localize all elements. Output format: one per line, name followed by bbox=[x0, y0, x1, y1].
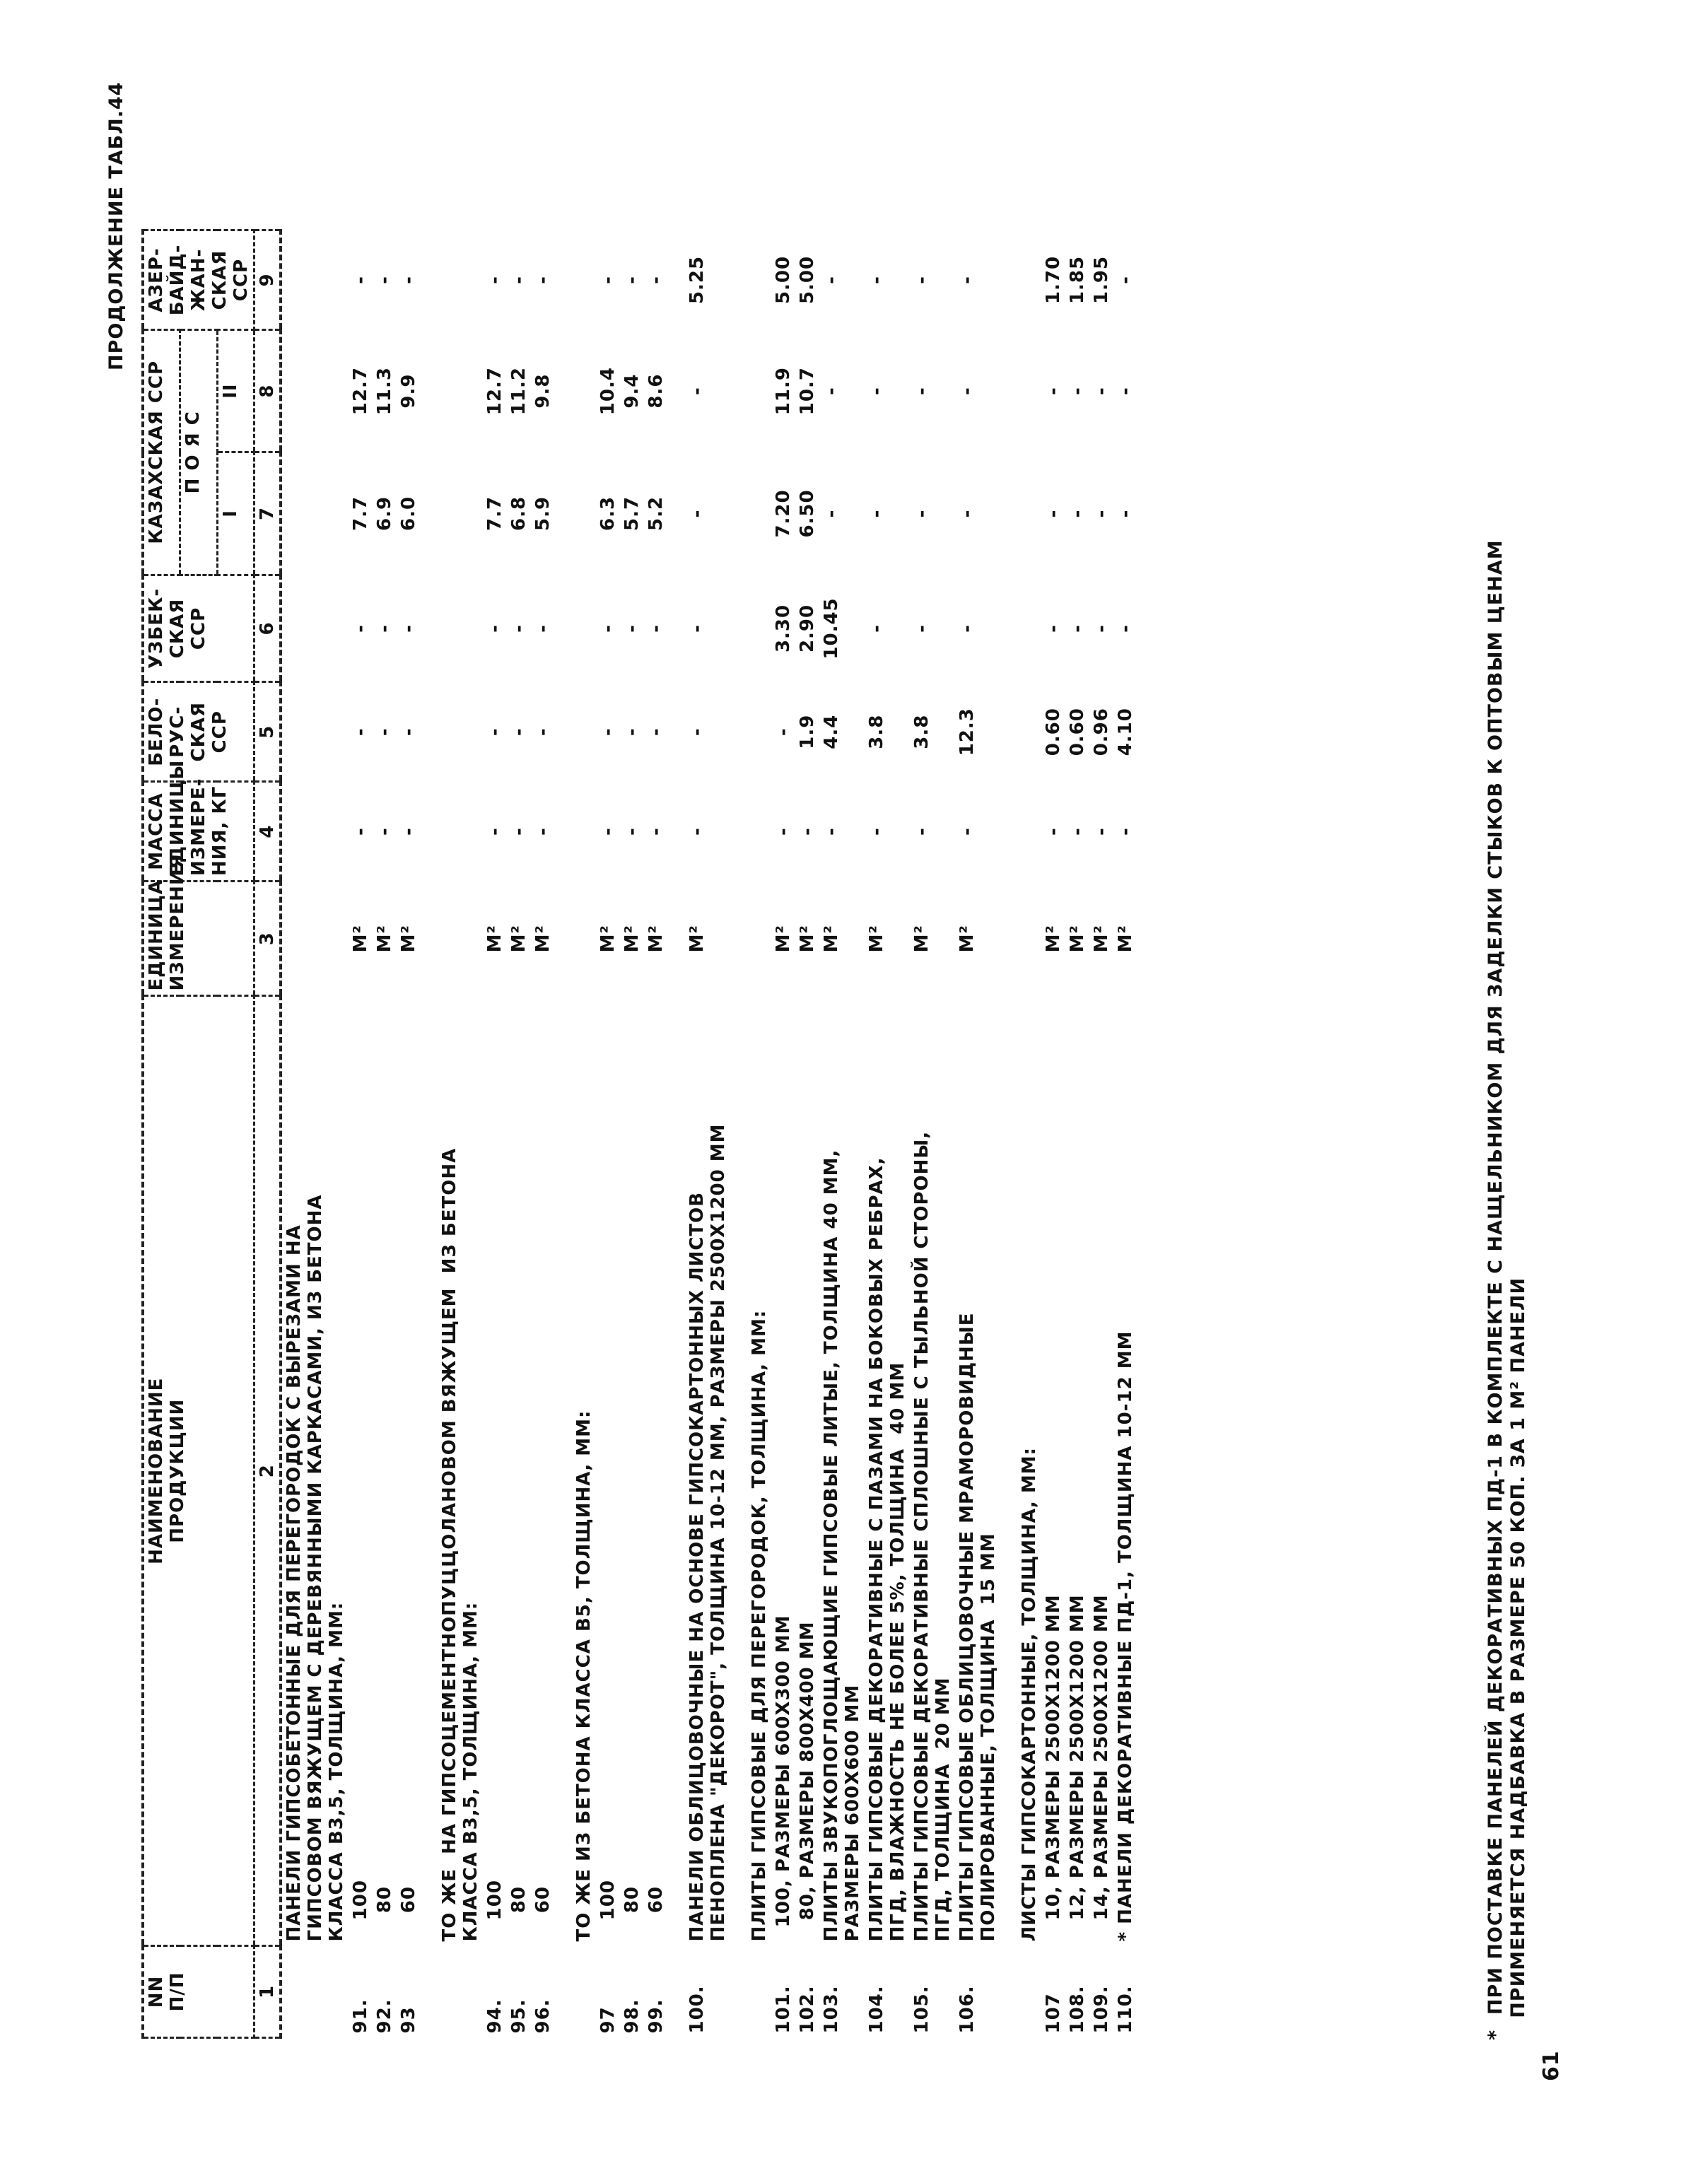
row-number: 92. bbox=[374, 1998, 395, 2034]
price-uzbekistan bbox=[555, 575, 596, 682]
price-kazakhstan-zone-1: 6.8 bbox=[508, 496, 530, 531]
price-kazakhstan-zone-2: - bbox=[866, 387, 887, 395]
price-belorussia: 4.4 bbox=[821, 714, 842, 749]
price-azerbaijan bbox=[421, 230, 483, 330]
unit: М² bbox=[350, 925, 371, 953]
unit bbox=[1000, 881, 1041, 996]
row-number: 108. bbox=[1067, 1985, 1088, 2034]
price-belorussia: - bbox=[374, 727, 395, 737]
product-name: 14, РАЗМЕРЫ 2500Х1200 ММ bbox=[1091, 1594, 1112, 1942]
table-row bbox=[421, 230, 483, 2038]
row-number: 98. bbox=[621, 1998, 643, 2034]
row-number: 103. bbox=[821, 1985, 842, 2034]
price-kazakhstan-zone-2: 11.9 bbox=[773, 367, 794, 416]
row-number: 104. bbox=[866, 1985, 887, 2034]
table-row bbox=[819, 230, 865, 2038]
product-name: 12, РАЗМЕРЫ 2500Х1200 ММ bbox=[1067, 1594, 1088, 1942]
mass: - bbox=[597, 827, 619, 836]
price-kazakhstan-zone-1: 5.2 bbox=[645, 496, 667, 531]
price-azerbaijan: - bbox=[621, 276, 643, 284]
mass: - bbox=[374, 827, 395, 836]
mass: - bbox=[350, 827, 371, 836]
table-row bbox=[531, 230, 555, 2038]
price-kazakhstan-zone-1: 6.9 bbox=[374, 496, 395, 531]
price-kazakhstan-zone-1 bbox=[555, 452, 596, 575]
product-name: * ПАНЕЛИ ДЕКОРАТИВНЫЕ ПД-1, ТОЛЩИНА 10-12 ММ bbox=[1115, 1330, 1136, 1942]
product-name: 60 bbox=[645, 1886, 667, 1942]
price-uzbekistan: 10.45 bbox=[821, 597, 842, 660]
table-row bbox=[644, 230, 668, 2038]
price-uzbekistan: 3.30 bbox=[773, 604, 794, 653]
price-belorussia: - bbox=[686, 727, 708, 737]
price-kazakhstan-zone-1: - bbox=[1115, 509, 1136, 518]
table-row bbox=[730, 230, 771, 2038]
product-name: ПЛИТЫ ГИПСОВЫЕ ОБЛИЦОВОЧНЫЕ МРАМОРОВИДНЫЕ ПОЛИРОВАННЫЕ, ТОЛЩИНА 15 ММ bbox=[957, 1312, 999, 1942]
product-name: 80 bbox=[508, 1886, 530, 1942]
mass bbox=[421, 782, 483, 882]
price-uzbekistan: - bbox=[508, 624, 530, 633]
unit bbox=[730, 881, 771, 996]
price-azerbaijan: - bbox=[398, 276, 419, 284]
unit: М² bbox=[484, 925, 505, 953]
table-row bbox=[1000, 230, 1041, 2038]
mass: - bbox=[1115, 827, 1136, 836]
mass: - bbox=[484, 827, 505, 836]
unit: М² bbox=[621, 925, 643, 953]
column-number-row bbox=[255, 230, 281, 2038]
footnote: * ПРИ ПОСТАВКЕ ПАНЕЛЕЙ ДЕКОРАТИВНЫХ ПД-1 В КОМПЛЕКТЕ С НАЩЕЛЬНИКОМ ДЛЯ ЗАДЕЛКИ СТЫКОВ К ОПТОВЫМ ЦЕНАМ ПРИМЕНЯЕТСЯ НАДБАВКА В РАЗМЕРЕ 50 КОП. ЗА 1 М² ПАНЕЛИ bbox=[1485, 539, 1529, 2040]
price-belorussia: - bbox=[621, 727, 643, 737]
price-kazakhstan-zone-2: 9.4 bbox=[621, 373, 643, 409]
product-name: ПЛИТЫ ГИПСОВЫЕ ДЕКОРАТИВНЫЕ С ПАЗАМИ НА БОКОВЫХ РЕБРАХ, ПГД, ВЛАЖНОСТЬ НЕ БОЛЕЕ 5%, ТОЛЩИНА 40 ММ bbox=[866, 1157, 908, 1942]
table-row bbox=[1041, 230, 1065, 2038]
unit: М² bbox=[1043, 925, 1064, 953]
price-kazakhstan-zone-2 bbox=[1000, 329, 1041, 452]
price-uzbekistan bbox=[730, 575, 771, 682]
mass: - bbox=[773, 827, 794, 836]
unit: М² bbox=[1091, 925, 1112, 953]
price-uzbekistan: - bbox=[374, 624, 395, 633]
price-kazakhstan-zone-2 bbox=[730, 329, 771, 452]
mass bbox=[281, 782, 349, 882]
mass: - bbox=[1067, 827, 1088, 836]
price-kazakhstan-zone-2 bbox=[281, 329, 349, 452]
price-belorussia: - bbox=[645, 727, 667, 737]
unit: М² bbox=[597, 925, 619, 953]
price-kazakhstan-zone-1: 6.3 bbox=[597, 496, 619, 531]
price-kazakhstan-zone-2: - bbox=[1043, 387, 1064, 395]
price-kazakhstan-zone-2: - bbox=[1067, 387, 1088, 395]
mass: - bbox=[686, 827, 708, 836]
price-azerbaijan: 5.00 bbox=[797, 255, 818, 305]
unit: М² bbox=[645, 925, 667, 953]
col-number: 5 bbox=[255, 682, 281, 782]
price-kazakhstan-zone-1: - bbox=[866, 509, 887, 518]
table-row bbox=[620, 230, 644, 2038]
row-number: 99. bbox=[645, 1998, 667, 2034]
col-number: 6 bbox=[255, 575, 281, 682]
table-row bbox=[373, 230, 397, 2038]
product-name: 100 bbox=[350, 1880, 371, 1942]
price-azerbaijan bbox=[1000, 230, 1041, 330]
price-azerbaijan: 1.70 bbox=[1043, 255, 1064, 305]
table-row bbox=[668, 230, 730, 2038]
unit: М² bbox=[957, 925, 978, 953]
price-azerbaijan: - bbox=[374, 276, 395, 284]
table-row bbox=[397, 230, 421, 2038]
price-kazakhstan-zone-1: 7.7 bbox=[484, 496, 505, 531]
row-number: 91. bbox=[350, 1998, 371, 2034]
table-row bbox=[910, 230, 955, 2038]
col-number: 7 bbox=[255, 452, 281, 575]
price-uzbekistan: - bbox=[686, 624, 708, 633]
price-kazakhstan-zone-1: - bbox=[1091, 509, 1112, 518]
col-number: 9 bbox=[255, 230, 281, 330]
row-number: 109. bbox=[1091, 1985, 1112, 2034]
row-number: 106. bbox=[957, 1985, 978, 2034]
price-kazakhstan-zone-1 bbox=[1000, 452, 1041, 575]
price-azerbaijan: - bbox=[866, 276, 887, 284]
price-uzbekistan: 2.90 bbox=[797, 604, 818, 653]
price-uzbekistan: - bbox=[350, 624, 371, 633]
product-name: ПЛИТЫ ЗВУКОПОГЛОЩАЮЩИЕ ГИПСОВЫЕ ЛИТЫЕ, ТОЛЩИНА 40 ММ, РАЗМЕРЫ 600Х600 ММ bbox=[821, 1149, 863, 1942]
price-kazakhstan-zone-2: 11.3 bbox=[374, 367, 395, 416]
header-name: НАИМЕНОВАНИЕ ПРОДУКЦИИ bbox=[143, 996, 255, 1945]
mass: - bbox=[911, 827, 932, 836]
table-row bbox=[1089, 230, 1113, 2038]
price-belorussia: 12.3 bbox=[957, 708, 978, 756]
unit: М² bbox=[911, 925, 932, 953]
price-azerbaijan: 5.25 bbox=[686, 255, 708, 305]
price-uzbekistan: - bbox=[911, 624, 932, 633]
price-uzbekistan: - bbox=[1043, 624, 1064, 633]
unit bbox=[555, 881, 596, 996]
price-kazakhstan-zone-1: 5.9 bbox=[532, 496, 554, 531]
unit: М² bbox=[374, 925, 395, 953]
col-number: 2 bbox=[255, 996, 281, 1945]
price-kazakhstan-zone-2: - bbox=[821, 387, 842, 395]
price-kazakhstan-zone-1 bbox=[421, 452, 483, 575]
price-uzbekistan: - bbox=[484, 624, 505, 633]
mass: - bbox=[532, 827, 554, 836]
row-number: 105. bbox=[911, 1985, 932, 2034]
header-mass: МАССА ЕДИНИЦЫ ИЗМЕРЕ- НИЯ, КГ bbox=[143, 782, 255, 882]
price-kazakhstan-zone-1: 5.7 bbox=[621, 496, 643, 531]
row-number: 100. bbox=[686, 1985, 708, 2034]
price-kazakhstan-zone-1: 7.20 bbox=[773, 489, 794, 538]
col-number: 8 bbox=[255, 329, 281, 452]
mass: - bbox=[1043, 827, 1064, 836]
product-name: ПАНЕЛИ ГИПСОБЕТОННЫЕ ДЛЯ ПЕРЕГОРОДОК С ВЫРЕЗАМИ НА ГИПСОВОМ ВЯЖУЩЕМ С ДЕРЕВЯННЫМИ КАРКАСАМИ, ИЗ БЕТОНА КЛАССА В3,5, ТОЛЩИНА, ММ: bbox=[283, 1194, 347, 1942]
price-azerbaijan: - bbox=[350, 276, 371, 284]
price-uzbekistan: - bbox=[866, 624, 887, 633]
mass: - bbox=[621, 827, 643, 836]
price-belorussia: - bbox=[350, 727, 371, 737]
price-kazakhstan-zone-2: - bbox=[957, 387, 978, 395]
mass: - bbox=[866, 827, 887, 836]
page-number: 61 bbox=[1539, 2050, 1564, 2081]
price-belorussia bbox=[281, 682, 349, 782]
price-azerbaijan: 5.00 bbox=[773, 255, 794, 305]
price-uzbekistan: - bbox=[957, 624, 978, 633]
row-number: 110. bbox=[1115, 1985, 1136, 2034]
header-unit: ЕДИНИЦА ИЗМЕРЕНИЯ bbox=[143, 881, 255, 996]
price-azerbaijan: 1.85 bbox=[1067, 255, 1088, 305]
price-belorussia: 0.96 bbox=[1091, 708, 1112, 756]
mass: - bbox=[797, 827, 818, 836]
mass bbox=[1000, 782, 1041, 882]
price-kazakhstan-zone-2: 8.6 bbox=[645, 373, 667, 409]
price-kazakhstan-zone-2 bbox=[421, 329, 483, 452]
price-belorussia: - bbox=[597, 727, 619, 737]
price-azerbaijan bbox=[281, 230, 349, 330]
continuation-title: ПРОДОЛЖЕНИЕ ТАБЛ.44 bbox=[105, 81, 127, 370]
row-number bbox=[730, 1945, 771, 2037]
row-number bbox=[555, 1945, 596, 2037]
price-kazakhstan-zone-1: - bbox=[911, 509, 932, 518]
table-row bbox=[955, 230, 1000, 2038]
header-azerbaijan: АЗЕР- БАЙД- ЖАН- СКАЯ ССР bbox=[143, 230, 255, 330]
row-number: 96. bbox=[532, 1998, 554, 2034]
row-number: 107 bbox=[1043, 1993, 1064, 2034]
table-row bbox=[1065, 230, 1089, 2038]
price-table bbox=[141, 229, 1137, 2039]
row-number: 95. bbox=[508, 1998, 530, 2034]
mass: - bbox=[645, 827, 667, 836]
price-uzbekistan: - bbox=[645, 624, 667, 633]
price-kazakhstan-zone-1: 7.7 bbox=[350, 496, 371, 531]
unit bbox=[281, 881, 349, 996]
mass: - bbox=[508, 827, 530, 836]
price-uzbekistan: - bbox=[597, 624, 619, 633]
table-row bbox=[483, 230, 507, 2038]
product-name: ЛИСТЫ ГИПСОКАРТОННЫЕ, ТОЛЩИНА, ММ: bbox=[1019, 1447, 1040, 1942]
price-azerbaijan: - bbox=[645, 276, 667, 284]
price-azerbaijan: - bbox=[821, 276, 842, 284]
mass bbox=[555, 782, 596, 882]
price-belorussia: 3.8 bbox=[911, 714, 932, 749]
product-name: ТО ЖЕ ИЗ БЕТОНА КЛАССА В5, ТОЛЩИНА, ММ: bbox=[573, 1410, 595, 1942]
price-uzbekistan: - bbox=[621, 624, 643, 633]
unit: М² bbox=[866, 925, 887, 953]
price-belorussia: 0.60 bbox=[1067, 708, 1088, 756]
col-number: 3 bbox=[255, 881, 281, 996]
price-kazakhstan-zone-2: 11.2 bbox=[508, 367, 530, 416]
unit bbox=[421, 881, 483, 996]
price-azerbaijan: - bbox=[597, 276, 619, 284]
unit: М² bbox=[508, 925, 530, 953]
price-kazakhstan-zone-2: 9.9 bbox=[398, 373, 419, 409]
price-uzbekistan bbox=[281, 575, 349, 682]
price-belorussia: - bbox=[508, 727, 530, 737]
price-azerbaijan: - bbox=[508, 276, 530, 284]
price-uzbekistan: - bbox=[532, 624, 554, 633]
price-kazakhstan-zone-2: 10.4 bbox=[597, 367, 619, 416]
price-uzbekistan: - bbox=[1091, 624, 1112, 633]
product-name: 60 bbox=[532, 1886, 554, 1942]
price-belorussia bbox=[1000, 682, 1041, 782]
unit: М² bbox=[532, 925, 554, 953]
table-row bbox=[596, 230, 620, 2038]
price-belorussia: - bbox=[484, 727, 505, 737]
product-name: 100 bbox=[597, 1880, 619, 1942]
mass bbox=[730, 782, 771, 882]
table-row bbox=[1113, 230, 1137, 2038]
price-kazakhstan-zone-2: 10.7 bbox=[797, 367, 818, 416]
header-num: NN П/П bbox=[143, 1945, 255, 2037]
product-name: ПЛИТЫ ГИПСОВЫЕ ДЛЯ ПЕРЕГОРОДОК, ТОЛЩИНА, ММ: bbox=[749, 1309, 770, 1942]
unit: М² bbox=[1115, 925, 1136, 953]
price-azerbaijan: - bbox=[1115, 276, 1136, 284]
price-azerbaijan: - bbox=[957, 276, 978, 284]
price-kazakhstan-zone-2: - bbox=[1115, 387, 1136, 395]
price-belorussia: 0.60 bbox=[1043, 708, 1064, 756]
table-row bbox=[771, 230, 795, 2038]
price-azerbaijan bbox=[730, 230, 771, 330]
price-azerbaijan bbox=[555, 230, 596, 330]
price-belorussia bbox=[730, 682, 771, 782]
price-kazakhstan-zone-2 bbox=[555, 329, 596, 452]
price-belorussia bbox=[421, 682, 483, 782]
col-number: 4 bbox=[255, 782, 281, 882]
table-row bbox=[555, 230, 596, 2038]
price-azerbaijan: - bbox=[911, 276, 932, 284]
mass: - bbox=[398, 827, 419, 836]
header-uzbekistan: УЗБЕК- СКАЯ ССР bbox=[143, 575, 255, 682]
product-name: ПЛИТЫ ГИПСОВЫЕ ДЕКОРАТИВНЫЕ СПЛОШНЫЕ С ТЫЛЬНОЙ СТОРОНЫ, ПГД, ТОЛЩИНА 20 ММ bbox=[911, 1130, 954, 1942]
price-uzbekistan: - bbox=[1067, 624, 1088, 633]
col-number: 1 bbox=[255, 1945, 281, 2037]
header-zone-1: I bbox=[217, 452, 254, 575]
product-name: 10, РАЗМЕРЫ 2500Х1200 ММ bbox=[1043, 1594, 1064, 1942]
product-name: 60 bbox=[398, 1886, 419, 1942]
price-belorussia: 4.10 bbox=[1115, 708, 1136, 756]
table-row bbox=[795, 230, 819, 2038]
price-kazakhstan-zone-2: - bbox=[911, 387, 932, 395]
table-row bbox=[507, 230, 531, 2038]
price-kazakhstan-zone-1 bbox=[281, 452, 349, 575]
unit: М² bbox=[398, 925, 419, 953]
price-azerbaijan: - bbox=[484, 276, 505, 284]
price-belorussia: - bbox=[532, 727, 554, 737]
row-number: 93 bbox=[398, 2006, 419, 2034]
row-number: 94. bbox=[484, 1998, 505, 2034]
price-kazakhstan-zone-2: - bbox=[1091, 387, 1112, 395]
price-kazakhstan-zone-1 bbox=[730, 452, 771, 575]
header-zone: П О Я С bbox=[180, 329, 217, 575]
row-number: 102. bbox=[797, 1985, 818, 2034]
table-body bbox=[281, 230, 1137, 2038]
price-kazakhstan-zone-2: - bbox=[686, 387, 708, 395]
mass: - bbox=[821, 827, 842, 836]
price-uzbekistan: - bbox=[1115, 624, 1136, 633]
product-name: 100, РАЗМЕРЫ 600Х300 ММ bbox=[773, 1615, 794, 1942]
price-belorussia bbox=[555, 682, 596, 782]
price-kazakhstan-zone-1: - bbox=[821, 509, 842, 518]
product-name: 100 bbox=[484, 1880, 505, 1942]
price-azerbaijan: - bbox=[532, 276, 554, 284]
price-kazakhstan-zone-1: 6.50 bbox=[797, 489, 818, 538]
header-kazakhstan: КАЗАХСКАЯ ССР bbox=[143, 329, 180, 575]
table-row bbox=[865, 230, 910, 2038]
row-number: 101. bbox=[773, 1985, 794, 2034]
price-kazakhstan-zone-1: - bbox=[1043, 509, 1064, 518]
header-zone-2: II bbox=[217, 329, 254, 452]
price-kazakhstan-zone-2: 9.8 bbox=[532, 373, 554, 409]
product-name: ТО ЖЕ НА ГИПСОЦЕМЕНТНОПУЦЦОЛАНОВОМ ВЯЖУЩЕМ ИЗ БЕТОНА КЛАССА В3,5, ТОЛЩИНА, ММ: bbox=[439, 1147, 481, 1942]
header-belorussia: БЕЛО- РУС- СКАЯ ССР bbox=[143, 682, 255, 782]
price-belorussia: 3.8 bbox=[866, 714, 887, 749]
unit: М² bbox=[773, 925, 794, 953]
price-belorussia: - bbox=[773, 727, 794, 737]
row-number bbox=[281, 1945, 349, 2037]
price-kazakhstan-zone-1: - bbox=[957, 509, 978, 518]
price-kazakhstan-zone-1: - bbox=[686, 509, 708, 518]
mass: - bbox=[1091, 827, 1112, 836]
table-row bbox=[349, 230, 373, 2038]
price-belorussia: - bbox=[398, 727, 419, 737]
price-azerbaijan: 1.95 bbox=[1091, 255, 1112, 305]
price-uzbekistan bbox=[1000, 575, 1041, 682]
row-number: 97 bbox=[597, 2006, 619, 2034]
mass: - bbox=[957, 827, 978, 836]
unit: М² bbox=[1067, 925, 1088, 953]
price-kazakhstan-zone-1: - bbox=[1067, 509, 1088, 518]
price-kazakhstan-zone-2: 12.7 bbox=[350, 367, 371, 416]
price-kazakhstan-zone-1: 6.0 bbox=[398, 496, 419, 531]
price-uzbekistan: - bbox=[398, 624, 419, 633]
product-name: 80 bbox=[374, 1886, 395, 1942]
unit: М² bbox=[686, 925, 708, 953]
unit: М² bbox=[821, 925, 842, 953]
table-row bbox=[281, 230, 349, 2038]
row-number bbox=[421, 1945, 483, 2037]
product-name: 80 bbox=[621, 1886, 643, 1942]
row-number bbox=[1000, 1945, 1041, 2037]
price-uzbekistan bbox=[421, 575, 483, 682]
unit: М² bbox=[797, 925, 818, 953]
price-belorussia: 1.9 bbox=[797, 714, 818, 749]
product-name: ПАНЕЛИ ОБЛИЦОВОЧНЫЕ НА ОСНОВЕ ГИПСОКАРТОННЫХ ЛИСТОВ ПЕНОПЛЕНА "ДЕКОРОТ", ТОЛЩИНА 10-12 ММ, РАЗМЕРЫ 2500Х1200 ММ bbox=[686, 1123, 729, 1942]
product-name: 80, РАЗМЕРЫ 800Х400 ММ bbox=[797, 1621, 818, 1942]
price-kazakhstan-zone-2: 12.7 bbox=[484, 367, 505, 416]
